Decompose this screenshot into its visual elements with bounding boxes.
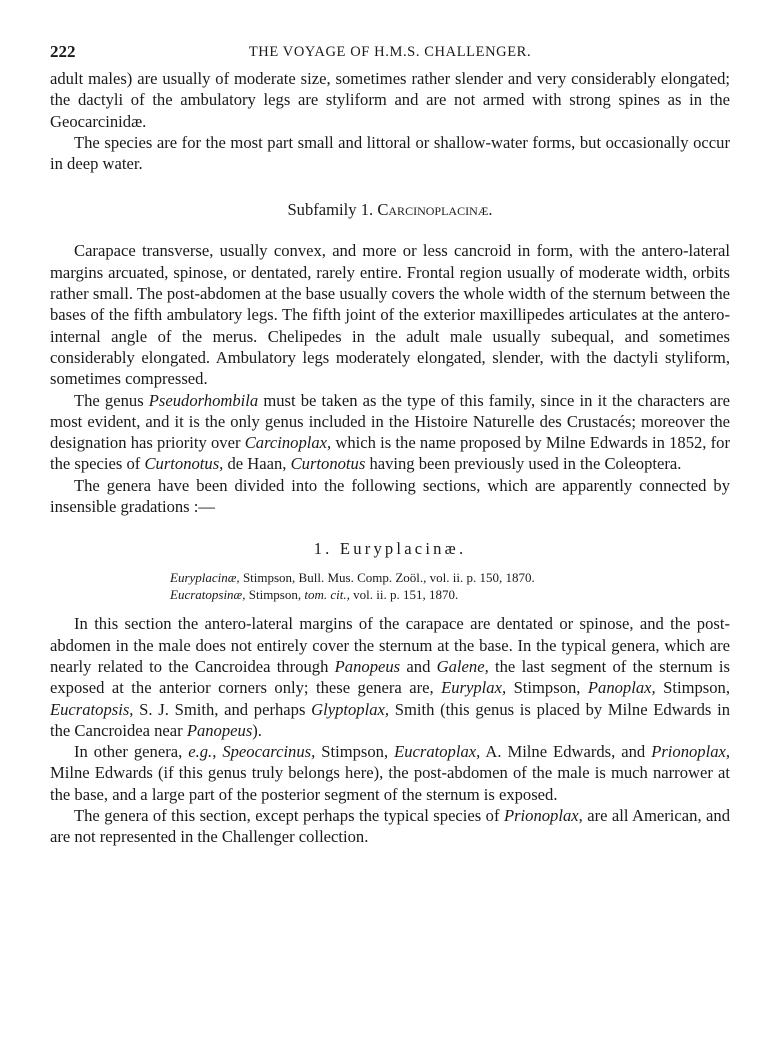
intro-paragraph-2: The species are for the most part small and littoral or shallow-water forms, but occasionally occur in deep water.: [50, 132, 730, 174]
page-header: [50, 40, 730, 68]
subfamily-heading: [50, 200, 730, 220]
description-paragraph-1: Carapace transverse, usually convex, and more or less cancroid in form, with the antero-lateral margins arcuated, spinose, or dentated, rarely entire. Frontal region usually of moderate width, orbits rather small. The post-abdomen at the base usually covers the whole width of the sternum between the bases of the fifth ambulatory legs. The fifth joint of the exterior maxillipedes articulates at the antero-internal angle of the merus. Chelipedes in the adult male usually subequal, and sometimes considerably elongated. Ambulatory legs moderately elongated, slender, with the dactyli styliform, sometimes compressed.: [50, 241, 730, 389]
intro-paragraph-1: adult males) are usually of moderate size, sometimes rather slender and very considerably elongated; the dactyli of the ambulatory legs are styliform and are not armed with strong spines as in the Geocarcinidæ.: [50, 69, 730, 131]
section-heading: 1. Euryplacinæ.: [313, 539, 467, 559]
reference-entry: Euryplacinæ, Stimpson, Bull. Mus. Comp. Zoöl., vol. ii. p. 150, 1870.: [170, 570, 535, 586]
section-paragraph-2: In other genera, e.g., Speocarcinus, Stimpson, Eucratoplax, A. Milne Edwards, and Prionoplax, Milne Edwards (if this genus truly belongs here), the post-abdomen of the male is much narrower at the base, and a large part of the posterior segment of the sternum is exposed.: [50, 742, 730, 804]
running-title: THE VOYAGE OF H.M.S. CHALLENGER.: [248, 44, 532, 60]
reference-entry: Eucratopsinæ, Stimpson, tom. cit., vol. ii. p. 151, 1870.: [170, 587, 459, 603]
page: [50, 40, 730, 848]
synonymy-references: [50, 569, 730, 603]
description-paragraph-3: The genera have been divided into the following sections, which are apparently connected by insensible gradations :—: [50, 475, 730, 517]
subfamily-label: Subfamily 1.: [287, 200, 374, 220]
description-paragraph-2: The genus Pseudorhombila must be taken as the type of this family, since in it the characters are most evident, and it is the only genus included in the Histoire Naturelle des Crustacés; moreover the designation has priority over Carcinoplax, which is the name proposed by Milne Edwards in 1852, for the species of Curtonotus, de Haan, Curtonotus having been previously used in the Coleoptera.: [50, 390, 731, 474]
section-paragraph-1: In this section the antero-lateral margins of the carapace are dentated or spinose, and the post-abdomen in the male does not entirely cover the sternum at the base. In the typical genera, which are nearly related to the Cancroidea through Panopeus and Galene, the last segment of the sternum is exposed at the anterior corners only; these genera are, Euryplax, Stimpson, Panoplax, Stimpson, Eucratopsis, S. J. Smith, and perhaps Glyptoplax, Smith (this genus is placed by Milne Edwards in the Cancroidea near Panopeus).: [50, 614, 730, 740]
section-paragraph-3: The genera of this section, except perhaps the typical species of Prionoplax, are all American, and are not represented in the Challenger collection.: [50, 806, 731, 847]
subfamily-name: Carcinoplacinæ.: [377, 200, 493, 220]
page-number: 222: [50, 42, 76, 61]
